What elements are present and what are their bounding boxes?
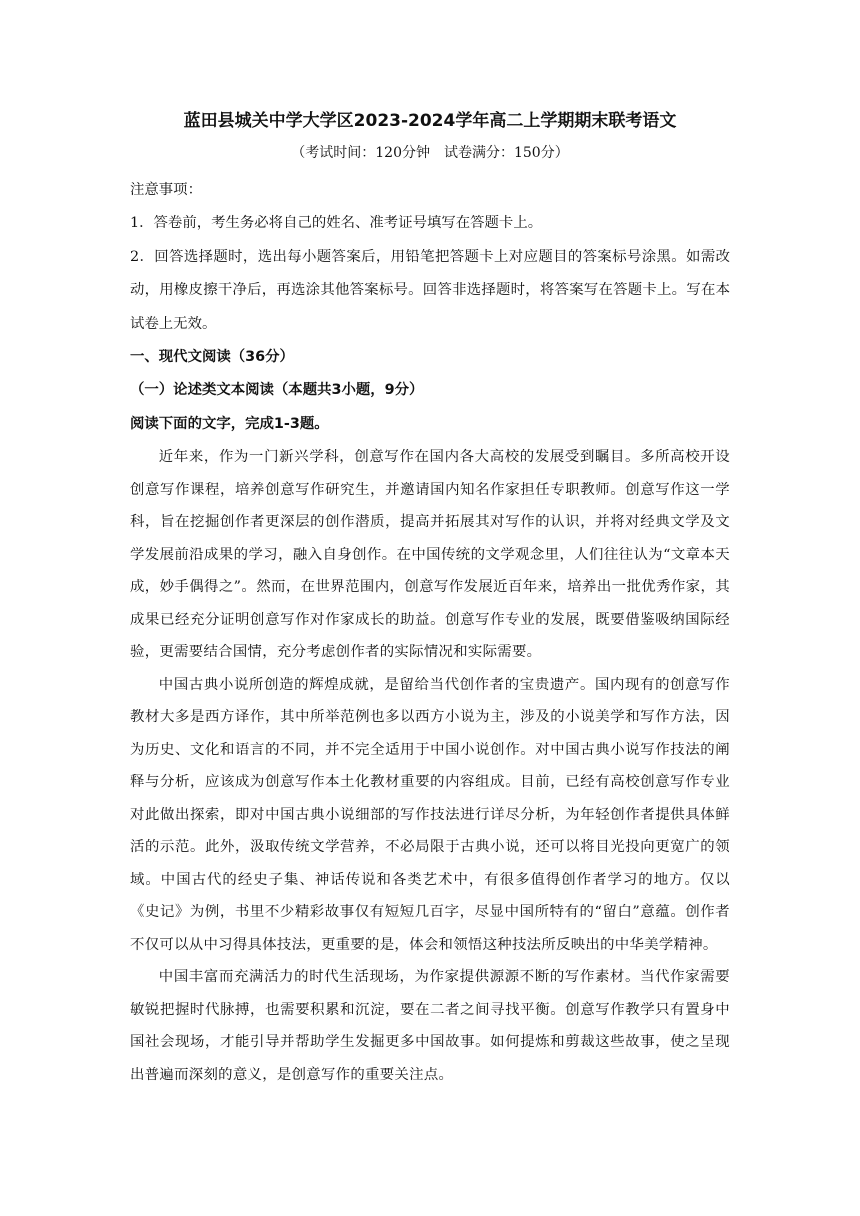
article-paragraph-3: 中国丰富而充满活力的时代生活现场，为作家提供源源不断的写作素材。当代作家需要敏锐把握时代脉搏，也需要积累和沉淀，要在二者之间寻找平衡。创意写作教学只有置身中国社会现场，才能引导并帮助学生发掘更多中国故事。如何提炼和剪裁这些故事，使之呈现出普遍而深刻的意义，是创意写作的重要关注点。 bbox=[130, 969, 730, 1083]
exam-title: 蓝田县城关中学大学区2023-2024学年高二上学期期末联考语文 bbox=[183, 111, 677, 131]
notice-item-2: 2．回答选择题时，选出每小题答案后，用铅笔把答题卡上对应题目的答案标号涂黑。如需改动，用橡皮擦干净后，再选涂其他答案标号。回答非选择题时，将答案写在答题卡上。写在本试卷上无效。 bbox=[130, 248, 730, 332]
article-paragraph-1: 近年来，作为一门新兴学科，创意写作在国内各大高校的发展受到瞩目。多所高校开设创意写作课程，培养创意写作研究生，并邀请国内知名作家担任专职教师。创意写作这一学科，旨在挖掘创作者更深层的创作潜质，提高并拓展其对写作的认识，并将对经典文学及文学发展前沿成果的学习，融入自身创作。在中国传统的文学观念里，人们往往认为“文章本天成，妙手偶得之”。然而，在世界范围内，创意写作发展近百年来，培养出一批优秀作家，其成果已经充分证明创意写作对作家成长的助益。创意写作专业的发展，既要借鉴吸纳国际经验，更需要结合国情，充分考虑创作者的实际情况和实际需要。 bbox=[130, 449, 730, 661]
notice-section bbox=[130, 174, 730, 1091]
article-paragraph-2: 中国古典小说所创造的辉煌成就，是留给当代创作者的宝贵遗产。国内现有的创意写作教材大多是西方译作，其中所举范例也多以西方小说为主，涉及的小说美学和写作方法，因为历史、文化和语言的不同，并不完全适用于中国小说创作。对中国古典小说写作技法的阐释与分析，应该成为创意写作本土化教材重要的内容组成。目前，已经有高校创意写作专业对此做出探索，即对中国古典小说细部的写作技法进行详尽分析，为年轻创作者提供具体鲜活的示范。此外，汲取传统文学营养，不必局限于古典小说，还可以将目光投向更宽广的领域。中国古代的经史子集、神话传说和各类艺术中，有很多值得创作者学习的地方。仅以《史记》为例，书里不少精彩故事仅有短短几百字，尽显中国所特有的“留白”意蕴。创作者不仅可以从中习得具体技法，更重要的是，体会和领悟这种技法所反映出的中华美学精神。 bbox=[130, 676, 730, 953]
reading-instruction: 阅读下面的文字，完成1-3题。 bbox=[130, 415, 329, 432]
section-subheading: （一）论述类文本阅读（本题共3小题，9分） bbox=[130, 382, 424, 399]
notice-label: 注意事项： bbox=[130, 182, 202, 198]
notice-item-1: 1．答卷前，考生务必将自己的姓名、准考证号填写在答题卡上。 bbox=[130, 215, 543, 232]
exam-subtitle: （考试时间：120分钟 试卷满分：150分） bbox=[291, 145, 569, 161]
section-heading: 一、现代文阅读（36分） bbox=[130, 349, 294, 366]
